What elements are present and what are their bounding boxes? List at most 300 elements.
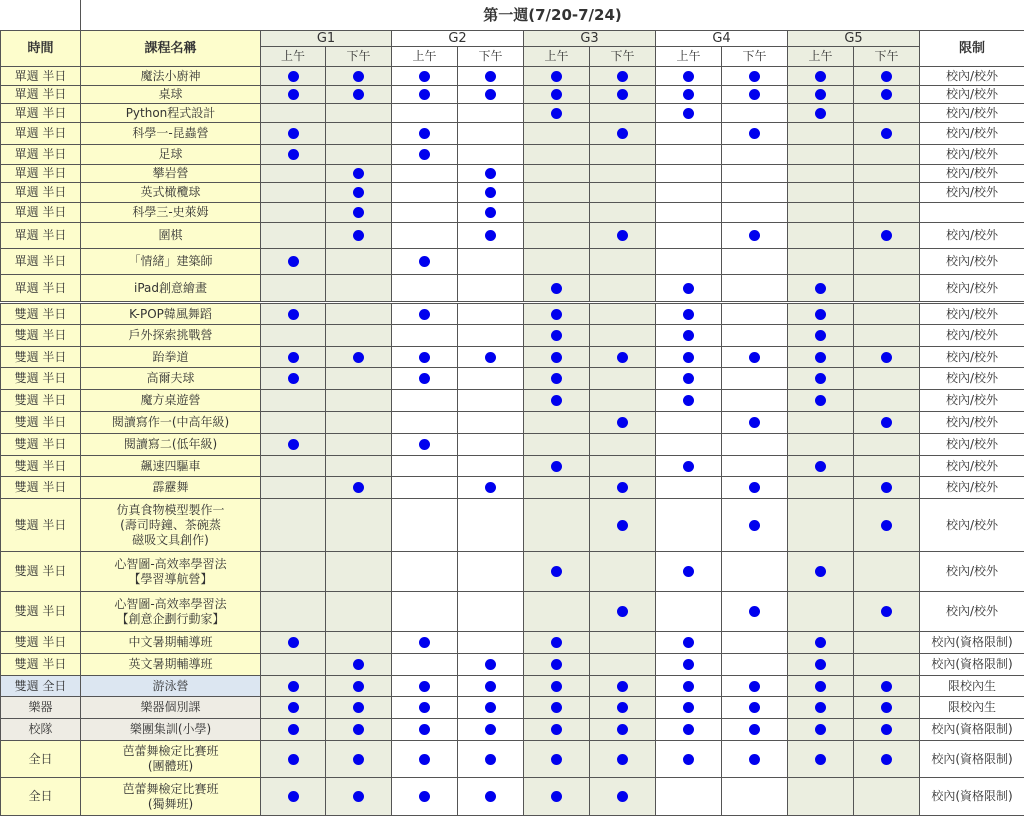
slot-cell bbox=[326, 303, 392, 325]
slot-cell bbox=[722, 123, 788, 145]
slot-cell bbox=[392, 183, 458, 203]
header-grade: G4 bbox=[656, 31, 788, 47]
slot-cell bbox=[458, 325, 524, 347]
time-cell: 單週 半日 bbox=[1, 123, 81, 145]
available-dot-icon bbox=[749, 128, 760, 139]
slot-cell bbox=[590, 632, 656, 654]
available-dot-icon bbox=[353, 659, 364, 670]
table-row bbox=[1, 368, 1024, 390]
slot-cell bbox=[854, 347, 920, 368]
header-pm: 下午 bbox=[722, 47, 788, 67]
available-dot-icon bbox=[881, 681, 892, 692]
header-am: 上午 bbox=[392, 47, 458, 67]
slot-cell bbox=[458, 676, 524, 697]
slot-cell bbox=[590, 477, 656, 499]
slot-cell bbox=[261, 477, 326, 499]
slot-cell bbox=[326, 67, 392, 86]
slot-cell bbox=[854, 86, 920, 104]
available-dot-icon bbox=[881, 520, 892, 531]
slot-cell bbox=[854, 67, 920, 86]
slot-cell bbox=[261, 303, 326, 325]
slot-cell bbox=[788, 165, 854, 183]
limit-cell: 校內/校外 bbox=[920, 368, 1024, 390]
slot-cell bbox=[590, 86, 656, 104]
available-dot-icon bbox=[683, 681, 694, 692]
slot-cell bbox=[458, 632, 524, 654]
slot-cell bbox=[524, 249, 590, 275]
available-dot-icon bbox=[815, 702, 826, 713]
slot-cell bbox=[656, 67, 722, 86]
table-row bbox=[1, 592, 1024, 632]
slot-cell bbox=[261, 104, 326, 123]
slot-cell bbox=[788, 654, 854, 676]
course-name-cell: 芭蕾舞檢定比賽班 (團體班) bbox=[81, 741, 261, 778]
available-dot-icon bbox=[683, 309, 694, 320]
slot-cell bbox=[458, 477, 524, 499]
available-dot-icon bbox=[551, 461, 562, 472]
available-dot-icon bbox=[419, 128, 430, 139]
slot-cell bbox=[788, 104, 854, 123]
slot-cell bbox=[788, 183, 854, 203]
table-row bbox=[1, 477, 1024, 499]
limit-cell: 校內(資格限制) bbox=[920, 741, 1024, 778]
slot-cell bbox=[524, 592, 590, 632]
available-dot-icon bbox=[551, 754, 562, 765]
available-dot-icon bbox=[419, 309, 430, 320]
slot-cell bbox=[392, 676, 458, 697]
slot-cell bbox=[590, 552, 656, 592]
slot-cell bbox=[722, 275, 788, 303]
table-row bbox=[1, 86, 1024, 104]
table-row bbox=[1, 145, 1024, 165]
available-dot-icon bbox=[485, 187, 496, 198]
course-name-cell: 科學一-昆蟲營 bbox=[81, 123, 261, 145]
slot-cell bbox=[392, 552, 458, 592]
slot-cell bbox=[656, 552, 722, 592]
limit-cell bbox=[920, 203, 1024, 223]
slot-cell bbox=[392, 165, 458, 183]
slot-cell bbox=[656, 477, 722, 499]
table-row bbox=[1, 249, 1024, 275]
available-dot-icon bbox=[881, 754, 892, 765]
available-dot-icon bbox=[617, 89, 628, 100]
slot-cell bbox=[261, 499, 326, 552]
available-dot-icon bbox=[353, 482, 364, 493]
course-name-cell: 科學三-史萊姆 bbox=[81, 203, 261, 223]
available-dot-icon bbox=[288, 637, 299, 648]
available-dot-icon bbox=[419, 352, 430, 363]
slot-cell bbox=[854, 697, 920, 719]
available-dot-icon bbox=[485, 230, 496, 241]
slot-cell bbox=[326, 412, 392, 434]
available-dot-icon bbox=[288, 309, 299, 320]
slot-cell bbox=[590, 223, 656, 249]
slot-cell bbox=[326, 183, 392, 203]
available-dot-icon bbox=[749, 702, 760, 713]
slot-cell bbox=[326, 741, 392, 778]
available-dot-icon bbox=[749, 520, 760, 531]
slot-cell bbox=[261, 719, 326, 741]
slot-cell bbox=[261, 390, 326, 412]
slot-cell bbox=[854, 676, 920, 697]
slot-cell bbox=[854, 104, 920, 123]
slot-cell bbox=[722, 249, 788, 275]
slot-cell bbox=[722, 325, 788, 347]
slot-cell bbox=[590, 778, 656, 816]
slot-cell bbox=[458, 412, 524, 434]
slot-cell bbox=[854, 412, 920, 434]
slot-cell bbox=[656, 104, 722, 123]
slot-cell bbox=[590, 104, 656, 123]
slot-cell bbox=[656, 741, 722, 778]
available-dot-icon bbox=[353, 791, 364, 802]
available-dot-icon bbox=[551, 566, 562, 577]
time-cell: 雙週 半日 bbox=[1, 552, 81, 592]
available-dot-icon bbox=[551, 330, 562, 341]
available-dot-icon bbox=[881, 230, 892, 241]
slot-cell bbox=[788, 697, 854, 719]
course-name-cell: 高爾夫球 bbox=[81, 368, 261, 390]
slot-cell bbox=[722, 778, 788, 816]
slot-cell bbox=[590, 676, 656, 697]
available-dot-icon bbox=[749, 71, 760, 82]
available-dot-icon bbox=[551, 352, 562, 363]
slot-cell bbox=[722, 552, 788, 592]
slot-cell bbox=[590, 719, 656, 741]
slot-cell bbox=[788, 86, 854, 104]
slot-cell bbox=[722, 86, 788, 104]
slot-cell bbox=[458, 104, 524, 123]
slot-cell bbox=[656, 412, 722, 434]
slot-cell bbox=[261, 778, 326, 816]
slot-cell bbox=[261, 676, 326, 697]
available-dot-icon bbox=[683, 754, 694, 765]
slot-cell bbox=[392, 412, 458, 434]
time-cell: 雙週 半日 bbox=[1, 654, 81, 676]
slot-cell bbox=[326, 592, 392, 632]
header-am: 上午 bbox=[788, 47, 854, 67]
slot-cell bbox=[854, 123, 920, 145]
available-dot-icon bbox=[551, 108, 562, 119]
slot-cell bbox=[261, 183, 326, 203]
slot-cell bbox=[524, 778, 590, 816]
limit-cell: 校內(資格限制) bbox=[920, 719, 1024, 741]
limit-cell: 校內/校外 bbox=[920, 325, 1024, 347]
available-dot-icon bbox=[683, 659, 694, 670]
table-row bbox=[1, 697, 1024, 719]
slot-cell bbox=[261, 412, 326, 434]
course-name-cell: 飆速四驅車 bbox=[81, 456, 261, 477]
available-dot-icon bbox=[881, 89, 892, 100]
course-name-cell: 中文暑期輔導班 bbox=[81, 632, 261, 654]
slot-cell bbox=[590, 347, 656, 368]
slot-cell bbox=[722, 223, 788, 249]
slot-cell bbox=[261, 592, 326, 632]
available-dot-icon bbox=[683, 395, 694, 406]
limit-cell: 校內/校外 bbox=[920, 123, 1024, 145]
limit-cell: 校內/校外 bbox=[920, 183, 1024, 203]
time-cell: 雙週 半日 bbox=[1, 434, 81, 456]
slot-cell bbox=[854, 552, 920, 592]
slot-cell bbox=[590, 165, 656, 183]
course-name-cell: 魔方桌遊營 bbox=[81, 390, 261, 412]
table-row bbox=[1, 275, 1024, 303]
slot-cell bbox=[788, 390, 854, 412]
slot-cell bbox=[722, 676, 788, 697]
time-cell: 雙週 半日 bbox=[1, 632, 81, 654]
available-dot-icon bbox=[353, 71, 364, 82]
slot-cell bbox=[392, 86, 458, 104]
course-name-cell: 芭蕾舞檢定比賽班 (獨舞班) bbox=[81, 778, 261, 816]
available-dot-icon bbox=[617, 352, 628, 363]
limit-cell: 限校內生 bbox=[920, 676, 1024, 697]
slot-cell bbox=[788, 325, 854, 347]
available-dot-icon bbox=[551, 659, 562, 670]
available-dot-icon bbox=[485, 754, 496, 765]
limit-cell: 校內(資格限制) bbox=[920, 778, 1024, 816]
limit-cell: 校內/校外 bbox=[920, 249, 1024, 275]
slot-cell bbox=[590, 434, 656, 456]
slot-cell bbox=[261, 434, 326, 456]
slot-cell bbox=[656, 456, 722, 477]
slot-cell bbox=[524, 697, 590, 719]
table-row bbox=[1, 552, 1024, 592]
slot-cell bbox=[261, 249, 326, 275]
available-dot-icon bbox=[683, 283, 694, 294]
available-dot-icon bbox=[683, 724, 694, 735]
available-dot-icon bbox=[617, 681, 628, 692]
available-dot-icon bbox=[881, 128, 892, 139]
available-dot-icon bbox=[617, 128, 628, 139]
slot-cell bbox=[788, 67, 854, 86]
slot-cell bbox=[788, 412, 854, 434]
slot-cell bbox=[656, 249, 722, 275]
available-dot-icon bbox=[485, 724, 496, 735]
time-cell: 單週 半日 bbox=[1, 104, 81, 123]
available-dot-icon bbox=[353, 681, 364, 692]
slot-cell bbox=[656, 390, 722, 412]
slot-cell bbox=[524, 676, 590, 697]
available-dot-icon bbox=[815, 71, 826, 82]
slot-cell bbox=[392, 123, 458, 145]
slot-cell bbox=[722, 203, 788, 223]
available-dot-icon bbox=[419, 439, 430, 450]
corner-cell bbox=[1, 0, 81, 31]
available-dot-icon bbox=[617, 417, 628, 428]
slot-cell bbox=[326, 390, 392, 412]
slot-cell bbox=[392, 390, 458, 412]
slot-cell bbox=[854, 741, 920, 778]
slot-cell bbox=[854, 145, 920, 165]
slot-cell bbox=[392, 249, 458, 275]
slot-cell bbox=[722, 165, 788, 183]
slot-cell bbox=[458, 697, 524, 719]
header-pm: 下午 bbox=[590, 47, 656, 67]
available-dot-icon bbox=[683, 352, 694, 363]
slot-cell bbox=[524, 390, 590, 412]
available-dot-icon bbox=[419, 637, 430, 648]
available-dot-icon bbox=[815, 373, 826, 384]
slot-cell bbox=[458, 145, 524, 165]
slot-cell bbox=[458, 719, 524, 741]
available-dot-icon bbox=[288, 373, 299, 384]
course-name-cell: 魔法小廚神 bbox=[81, 67, 261, 86]
available-dot-icon bbox=[683, 108, 694, 119]
time-cell: 雙週 半日 bbox=[1, 303, 81, 325]
slot-cell bbox=[656, 165, 722, 183]
course-name-cell: 心智圖-高效率學習法 【學習導航營】 bbox=[81, 552, 261, 592]
available-dot-icon bbox=[288, 681, 299, 692]
time-cell: 雙週 半日 bbox=[1, 412, 81, 434]
available-dot-icon bbox=[551, 309, 562, 320]
available-dot-icon bbox=[749, 482, 760, 493]
slot-cell bbox=[854, 654, 920, 676]
table-row bbox=[1, 325, 1024, 347]
course-name-cell: 戶外探索挑戰營 bbox=[81, 325, 261, 347]
slot-cell bbox=[261, 654, 326, 676]
table-row bbox=[1, 499, 1024, 552]
available-dot-icon bbox=[815, 283, 826, 294]
slot-cell bbox=[854, 592, 920, 632]
slot-cell bbox=[392, 145, 458, 165]
slot-cell bbox=[656, 719, 722, 741]
slot-cell bbox=[788, 347, 854, 368]
slot-cell bbox=[458, 275, 524, 303]
available-dot-icon bbox=[419, 702, 430, 713]
limit-cell: 校內/校外 bbox=[920, 456, 1024, 477]
course-name-cell: 仿真食物模型製作一 (壽司時鐘、茶碗蒸 磁吸文具創作) bbox=[81, 499, 261, 552]
slot-cell bbox=[261, 368, 326, 390]
slot-cell bbox=[458, 456, 524, 477]
available-dot-icon bbox=[881, 724, 892, 735]
slot-cell bbox=[326, 477, 392, 499]
time-cell: 雙週 半日 bbox=[1, 499, 81, 552]
slot-cell bbox=[788, 552, 854, 592]
slot-cell bbox=[656, 183, 722, 203]
slot-cell bbox=[722, 368, 788, 390]
slot-cell bbox=[590, 183, 656, 203]
slot-cell bbox=[326, 552, 392, 592]
slot-cell bbox=[458, 434, 524, 456]
slot-cell bbox=[656, 368, 722, 390]
time-cell: 單週 半日 bbox=[1, 165, 81, 183]
slot-cell bbox=[656, 275, 722, 303]
available-dot-icon bbox=[288, 702, 299, 713]
available-dot-icon bbox=[485, 681, 496, 692]
slot-cell bbox=[261, 456, 326, 477]
slot-cell bbox=[854, 632, 920, 654]
table-row bbox=[1, 123, 1024, 145]
available-dot-icon bbox=[815, 461, 826, 472]
available-dot-icon bbox=[485, 482, 496, 493]
slot-cell bbox=[261, 165, 326, 183]
limit-cell: 校內/校外 bbox=[920, 86, 1024, 104]
slot-cell bbox=[524, 203, 590, 223]
slot-cell bbox=[261, 67, 326, 86]
time-cell: 雙週 全日 bbox=[1, 676, 81, 697]
slot-cell bbox=[524, 434, 590, 456]
available-dot-icon bbox=[881, 482, 892, 493]
header-time: 時間 bbox=[1, 31, 81, 67]
slot-cell bbox=[524, 632, 590, 654]
slot-cell bbox=[656, 592, 722, 632]
slot-cell bbox=[524, 719, 590, 741]
slot-cell bbox=[722, 145, 788, 165]
slot-cell bbox=[656, 654, 722, 676]
time-cell: 雙週 半日 bbox=[1, 456, 81, 477]
slot-cell bbox=[458, 165, 524, 183]
slot-cell bbox=[326, 676, 392, 697]
available-dot-icon bbox=[353, 352, 364, 363]
slot-cell bbox=[261, 741, 326, 778]
time-cell: 雙週 半日 bbox=[1, 390, 81, 412]
limit-cell: 校內/校外 bbox=[920, 499, 1024, 552]
slot-cell bbox=[590, 390, 656, 412]
table-row bbox=[1, 203, 1024, 223]
available-dot-icon bbox=[288, 724, 299, 735]
limit-cell: 校內/校外 bbox=[920, 412, 1024, 434]
slot-cell bbox=[656, 499, 722, 552]
slot-cell bbox=[524, 741, 590, 778]
available-dot-icon bbox=[551, 724, 562, 735]
slot-cell bbox=[590, 203, 656, 223]
slot-cell bbox=[261, 203, 326, 223]
limit-cell: 校內/校外 bbox=[920, 303, 1024, 325]
header-pm: 下午 bbox=[854, 47, 920, 67]
slot-cell bbox=[788, 123, 854, 145]
slot-cell bbox=[392, 778, 458, 816]
slot-cell bbox=[458, 203, 524, 223]
available-dot-icon bbox=[419, 791, 430, 802]
slot-cell bbox=[392, 654, 458, 676]
slot-cell bbox=[656, 86, 722, 104]
slot-cell bbox=[458, 249, 524, 275]
header-am: 上午 bbox=[524, 47, 590, 67]
available-dot-icon bbox=[683, 373, 694, 384]
slot-cell bbox=[854, 719, 920, 741]
slot-cell bbox=[326, 275, 392, 303]
available-dot-icon bbox=[485, 168, 496, 179]
slot-cell bbox=[722, 654, 788, 676]
slot-cell bbox=[524, 183, 590, 203]
week-title: 第一週(7/20-7/24) bbox=[81, 0, 1024, 31]
slot-cell bbox=[788, 719, 854, 741]
slot-cell bbox=[524, 477, 590, 499]
slot-cell bbox=[590, 412, 656, 434]
slot-cell bbox=[458, 67, 524, 86]
slot-cell bbox=[590, 145, 656, 165]
slot-cell bbox=[524, 104, 590, 123]
time-cell: 全日 bbox=[1, 741, 81, 778]
available-dot-icon bbox=[551, 373, 562, 384]
slot-cell bbox=[458, 347, 524, 368]
course-name-cell: 閱讀寫作一(中高年級) bbox=[81, 412, 261, 434]
slot-cell bbox=[722, 697, 788, 719]
slot-cell bbox=[656, 676, 722, 697]
slot-cell bbox=[458, 592, 524, 632]
limit-cell: 校內/校外 bbox=[920, 477, 1024, 499]
slot-cell bbox=[722, 741, 788, 778]
course-name-cell: 桌球 bbox=[81, 86, 261, 104]
course-name-cell: 圍棋 bbox=[81, 223, 261, 249]
table-row bbox=[1, 778, 1024, 816]
slot-cell bbox=[326, 719, 392, 741]
slot-cell bbox=[722, 347, 788, 368]
slot-cell bbox=[458, 183, 524, 203]
slot-cell bbox=[590, 499, 656, 552]
available-dot-icon bbox=[353, 230, 364, 241]
slot-cell bbox=[261, 325, 326, 347]
